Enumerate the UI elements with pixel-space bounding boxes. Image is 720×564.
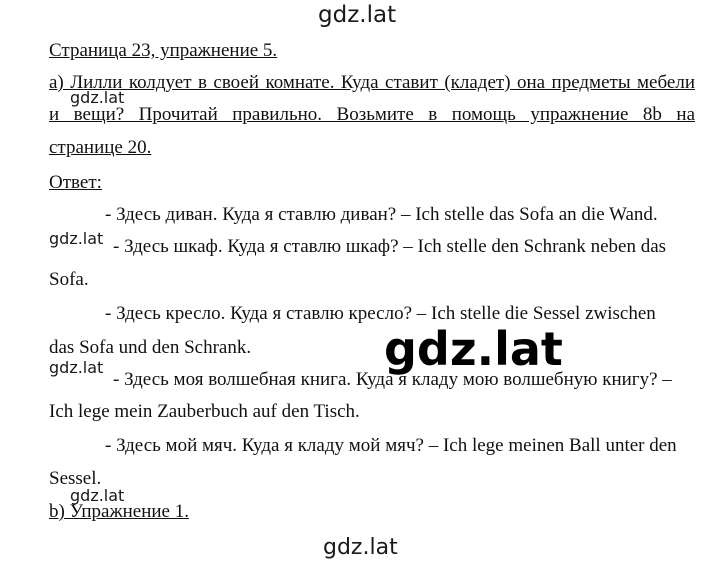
answer-5-line-1: - Здесь мой мяч. Куда я кладу мой мяч? – Ich lege meinen Ball unter den bbox=[105, 435, 677, 456]
answer-2-line-2: Sofa. bbox=[49, 269, 89, 290]
page-header: Страница 23, упражнение 5. bbox=[49, 40, 278, 61]
task-a-line-3: странице 20. bbox=[49, 137, 152, 158]
task-b: b) Упражнение 1. bbox=[49, 501, 189, 522]
watermark-bottom: gdz.lat bbox=[323, 535, 398, 560]
watermark-small: gdz.lat bbox=[49, 229, 104, 248]
answer-4-line-2: Ich lege mein Zauberbuch auf den Tisch. bbox=[49, 401, 360, 422]
watermark-top: gdz.lat bbox=[318, 2, 397, 28]
watermark-small: gdz.lat bbox=[70, 88, 125, 107]
watermark-center: gdz.lat bbox=[384, 322, 563, 376]
answer-4-line-1: - Здесь моя волшебная книга. Куда я кладу мою волшебную книгу? – bbox=[113, 369, 672, 390]
answer-label: Ответ: bbox=[49, 172, 102, 193]
answer-3-line-2: das Sofa und den Schrank. bbox=[49, 337, 252, 358]
answer-3-line-1: - Здесь кресло. Куда я ставлю кресло? – Ich stelle die Sessel zwischen bbox=[105, 303, 656, 324]
watermark-small: gdz.lat bbox=[70, 486, 125, 505]
answer-1-line-1: - Здесь диван. Куда я ставлю диван? – Ich stelle das Sofa an die Wand. bbox=[105, 204, 658, 225]
task-a-line-1: а) Лилли колдует в своей комнате. Куда ставит (кладет) она предметы мебели bbox=[49, 72, 695, 93]
answer-2-line-1: - Здесь шкаф. Куда я ставлю шкаф? – Ich stelle den Schrank neben das bbox=[113, 236, 667, 257]
task-a-line-2: и вещи? Прочитай правильно. Возьмите в помощь упражнение 8b на bbox=[49, 104, 695, 125]
answer-5-line-2: Sessel. bbox=[49, 468, 102, 489]
watermark-small: gdz.lat bbox=[49, 358, 104, 377]
